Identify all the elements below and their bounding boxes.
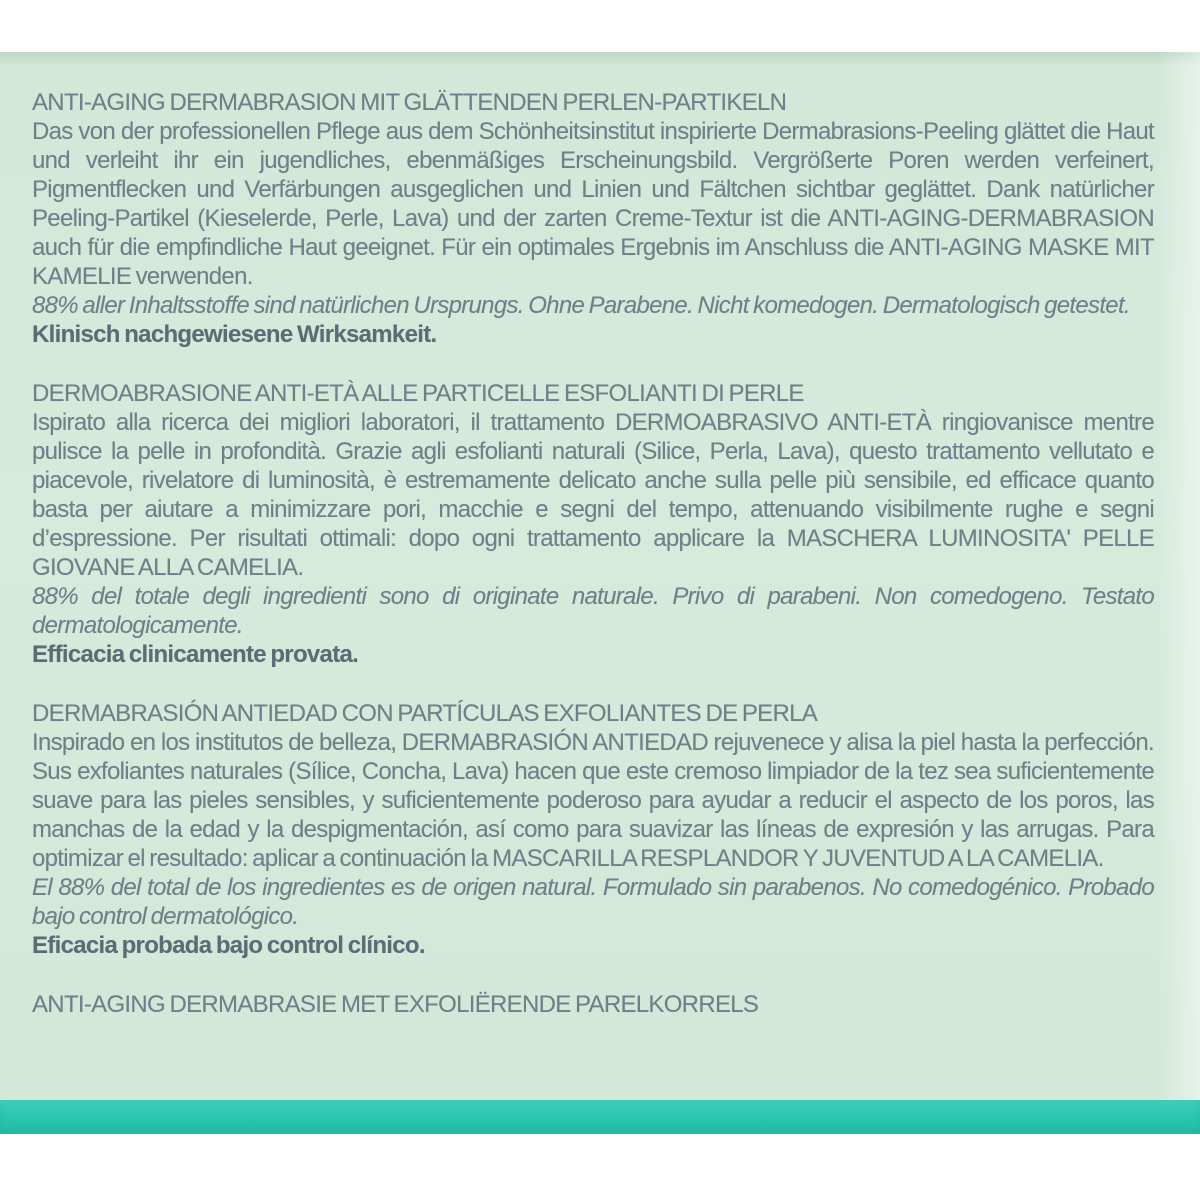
italian-claims: 88% del totale degli ingredienti sono di originate naturale. Privo di parabeni. Non comedogeno. Testato dermatologicamente. xyxy=(32,583,1154,639)
italian-title: DERMOABRASIONE ANTI-ETÀ ALLE PARTICELLE ESFOLIANTI DI PERLE xyxy=(32,380,804,407)
german-body: Das von der professionellen Pflege aus dem Schönheitsinstitut inspirierte Dermabrasions-Peeling glättet die Haut und verleiht ihr ein jugendliches, ebenmäßiges Erscheinungsbild. Vergrößerte Poren werden verfeinert, Pigmentflecken und Verfärbungen ausgeglichen und Linien und Fältchen sichtbar geglättet. Dank natürlicher Peeling-Partikel (Kieselerde, Perle, Lava) und der zarten Creme-Textur ist die ANTI-AGING-DERMABRASION auch für die empfindliche Haut geeignet. Für ein optimales Ergebnis im Anschluss die ANTI-AGING MASKE MIT KAMELIE verwenden. xyxy=(32,118,1154,290)
label-text-block xyxy=(32,88,1154,1019)
german-claims: 88% aller Inhaltsstoffe sind natürlichen Ursprungs. Ohne Parabene. Nicht komedogen. Dermatologisch getestet. xyxy=(32,292,1130,319)
italian-body: Ispirato alla ricerca dei migliori laboratori, il trattamento DERMOABRASIVO ANTI-ETÀ ringiovanisce mentre pulisce la pelle in profondità. Grazie agli esfolianti naturali (Silice, Perla, Lava), questo trattamento vellutato e piacevole, rivelatore di luminosità, è estremamente delicato anche sulla pelle più sensibile, ed efficace quanto basta per aiutare a minimizzare pori, macchie e segni del tempo, attenuando visibilmente rughe e segni d’espressione. Per risultati ottimali: dopo ogni trattamento applicare la MASCHERA LUMINOSITA' PELLE GIOVANE ALLA CAMELIA. xyxy=(32,409,1154,581)
section-dutch xyxy=(32,990,1154,1019)
spanish-body: Inspirado en los institutos de belleza, DERMABRASIÓN ANTIEDAD rejuvenece y alisa la piel hasta la perfección. Sus exfoliantes naturales (Sílice, Concha, Lava) hacen que este cremoso limpiador de la tez sea suficientemente suave para las pieles sensibles, y suficientemente poderoso para ayudar a reducir el aspecto de los poros, las manchas de la edad y la despigmentación, así como para suavizar las líneas de expresión y las arrugas. Para optimizar el resultado: aplicar a continuación la MASCARILLA RESPLANDOR Y JUVENTUD A LA CAMELIA. xyxy=(32,729,1154,872)
section-spanish xyxy=(32,699,1154,960)
german-title: ANTI-AGING DERMABRASION MIT GLÄTTENDEN PERLEN-PARTIKELN xyxy=(32,89,787,116)
spanish-title: DERMABRASIÓN ANTIEDAD CON PARTÍCULAS EXFOLIANTES DE PERLA xyxy=(32,700,818,727)
german-highlight: Klinisch nachgewiesene Wirksamkeit. xyxy=(32,321,437,348)
italian-highlight: Efficacia clinicamente provata. xyxy=(32,641,359,668)
spanish-claims: El 88% del total de los ingredientes es de origen natural. Formulado sin parabenos. No comedogénico. Probado bajo control dermatológico. xyxy=(32,874,1154,930)
turquoise-stripe xyxy=(0,1100,1200,1134)
section-german xyxy=(32,88,1154,349)
spanish-highlight: Eficacia probada bajo control clínico. xyxy=(32,932,425,959)
section-italian xyxy=(32,379,1154,669)
dutch-title: ANTI-AGING DERMABRASIE MET EXFOLIËRENDE PARELKORRELS xyxy=(32,991,759,1018)
